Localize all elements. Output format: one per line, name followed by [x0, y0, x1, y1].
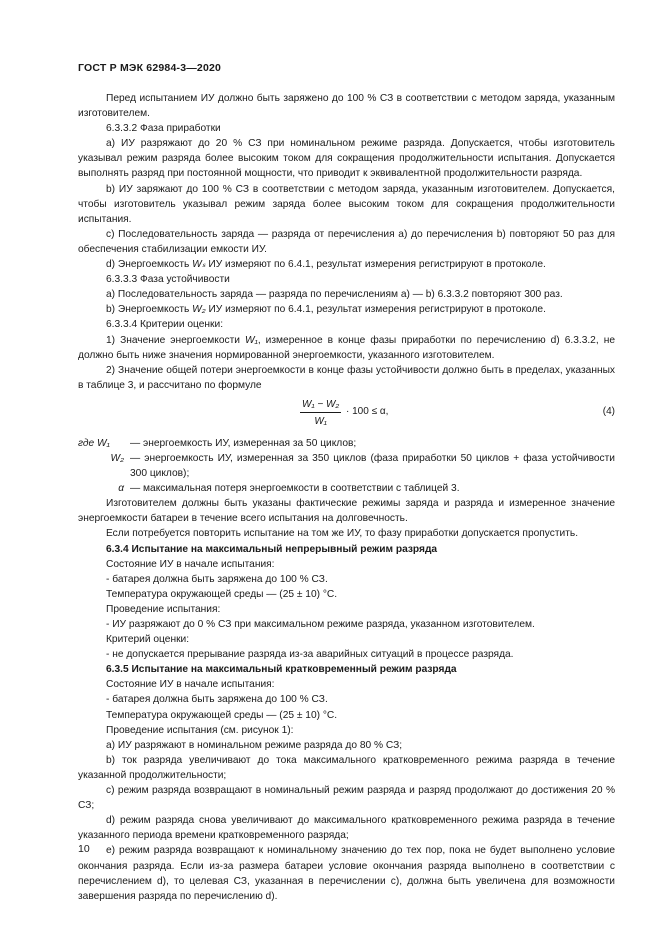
- list-item: - не допускается прерывание разряда из-за аварийных ситуаций в процессе разряда.: [106, 649, 514, 661]
- paragraph: [78, 257, 615, 272]
- where-item: [78, 451, 615, 481]
- list-item: е) режим разряда возвращают к номинальному значению до тех пор, пока не будет выполнено условие окончания разряда. Если из-за размера батареи условие окончания разряда выполнено в соответствии с перечислением d), то целевая СЗ, указанная в перечислении с), должна быть увеличена для возможности завершения разряда по перечислению d).: [78, 845, 615, 902]
- paragraph: а) ИУ разряжают до 20 % СЗ при номинальном режиме разряда. Допускается, чтобы изготовитель указывал режим разряда более высоким током для сокращения продолжительности испытания. Допускается выполнять разряд при постоянной мощности, что приводит к эквивалентной продолжительности разряда.: [78, 138, 615, 180]
- paragraph: [78, 302, 615, 317]
- formula-denominator: W₁: [314, 415, 327, 427]
- formula-number: (4): [602, 405, 615, 417]
- where-text: — энергоемкость ИУ, измеренная за 50 циклов;: [130, 437, 357, 449]
- section-heading: 6.3.5 Испытание на максимальный кратковременный режим разряда: [106, 664, 457, 676]
- document-header: ГОСТ Р МЭК 62984-3—2020: [78, 62, 222, 74]
- where-text: — максимальная потеря энергоемкости в соответствии с таблицей 3.: [130, 483, 460, 495]
- paragraph: Температура окружающей среды — (25 ± 10) °С.: [106, 709, 338, 721]
- where-symbol: где W₁: [78, 437, 110, 449]
- symbol: W₁: [244, 334, 258, 346]
- where-symbol: W₂: [110, 452, 124, 464]
- formula-numerator: W₁ − W₂: [300, 397, 341, 413]
- paragraph: [78, 333, 615, 363]
- section-heading: 6.3.4 Испытание на максимальный непрерывный режим разряда: [106, 543, 438, 555]
- list-item: d) режим разряда снова увеличивают до максимального кратковременного режима разряда в течение указанного периода времени кратковременного разряда;: [78, 815, 615, 842]
- formula-rest: · 100 ≤ α,: [346, 405, 389, 417]
- where-symbol: α: [118, 483, 124, 495]
- paragraph: а) Последовательность заряда — разряда по перечислениям а) — b) 6.3.3.2 повторяют 300 раз.: [106, 289, 563, 301]
- symbol: Wₛ: [192, 259, 206, 271]
- list-item: b) ток разряда увеличивают до тока максимального кратковременного режима разряда в течение указанной продолжительности;: [78, 754, 615, 781]
- where-item: [78, 481, 615, 496]
- where-text: — энергоемкость ИУ, измеренная за 350 циклов (фаза приработки 50 циклов + фаза устойчивости 300 циклов);: [130, 452, 615, 480]
- page-number: 10: [78, 843, 90, 855]
- paragraph: Если потребуется повторить испытание на том же ИУ, то фазу приработки допускается пропустить.: [106, 528, 579, 540]
- subsection-heading: 6.3.3.3 Фаза устойчивости: [106, 274, 230, 286]
- formula-fraction: [300, 397, 341, 429]
- paragraph: 2) Значение общей потери энергоемкости в конце фазы устойчивости должно быть в пределах, указанных в таблице 3, и рассчитано по формуле: [78, 364, 615, 391]
- text: b) Энергоемкость: [106, 304, 193, 316]
- document-body: [78, 91, 615, 904]
- paragraph: Изготовителем должны быть указаны фактические режимы заряда и разряда и измеренное значение энергоемкости батареи в течение всего испытания на долговечность.: [78, 498, 615, 525]
- list-item: а) ИУ разряжают в номинальном режиме разряда до 80 % СЗ;: [106, 739, 403, 751]
- paragraph: Температура окружающей среды — (25 ± 10) °С.: [106, 588, 338, 600]
- list-item: - батарея должна быть заряжена до 100 % СЗ.: [106, 694, 328, 706]
- symbol: W₂: [192, 304, 206, 316]
- text: ИУ измеряют по 6.4.1, результат измерения регистрируют в протоколе.: [205, 259, 546, 271]
- subsection-heading: 6.3.3.4 Критерии оценки:: [106, 319, 224, 331]
- paragraph: Состояние ИУ в начале испытания:: [106, 679, 275, 691]
- where-item: [78, 436, 615, 451]
- paragraph: Критерий оценки:: [106, 634, 190, 646]
- list-item: с) режим разряда возвращают в номинальный режим разряда и разряд продолжают до достижения 20 % СЗ;: [78, 785, 615, 812]
- subsection-heading: 6.3.3.2 Фаза приработки: [106, 123, 221, 135]
- list-item: - батарея должна быть заряжена до 100 % СЗ.: [106, 573, 328, 585]
- paragraph: Проведение испытания (см. рисунок 1):: [106, 724, 294, 736]
- paragraph: Проведение испытания:: [106, 603, 221, 615]
- formula: [78, 395, 615, 433]
- text: ИУ измеряют по 6.4.1, результат измерения регистрируют в протоколе.: [205, 304, 546, 316]
- paragraph: Состояние ИУ в начале испытания:: [106, 558, 275, 570]
- paragraph: Перед испытанием ИУ должно быть заряжено до 100 % СЗ в соответствии с методом заряда, указанным изготовителем.: [78, 93, 615, 120]
- paragraph: b) ИУ заряжают до 100 % СЗ в соответствии с методом заряда, указанным изготовителем. Допускается, чтобы изготовитель указывал режим заряда более высоким током для сокращения продолжительности испытания.: [78, 183, 615, 225]
- paragraph: с) Последовательность заряда — разряда от перечисления а) до перечисления b) повторяют 50 раз для обеспечения стабилизации емкости ИУ.: [78, 228, 615, 255]
- list-item: - ИУ разряжают до 0 % СЗ при максимальном режиме разряда, указанном изготовителем.: [106, 619, 535, 630]
- text: d) Энергоемкость: [106, 259, 193, 271]
- text: , измеренное в конце фазы приработки по перечислению d) 6.3.3.2, не должно быть ниже значения нормированной энергоемкости, указанного изготовителем.: [78, 334, 615, 361]
- text: 1) Значение энергоемкости: [106, 334, 245, 346]
